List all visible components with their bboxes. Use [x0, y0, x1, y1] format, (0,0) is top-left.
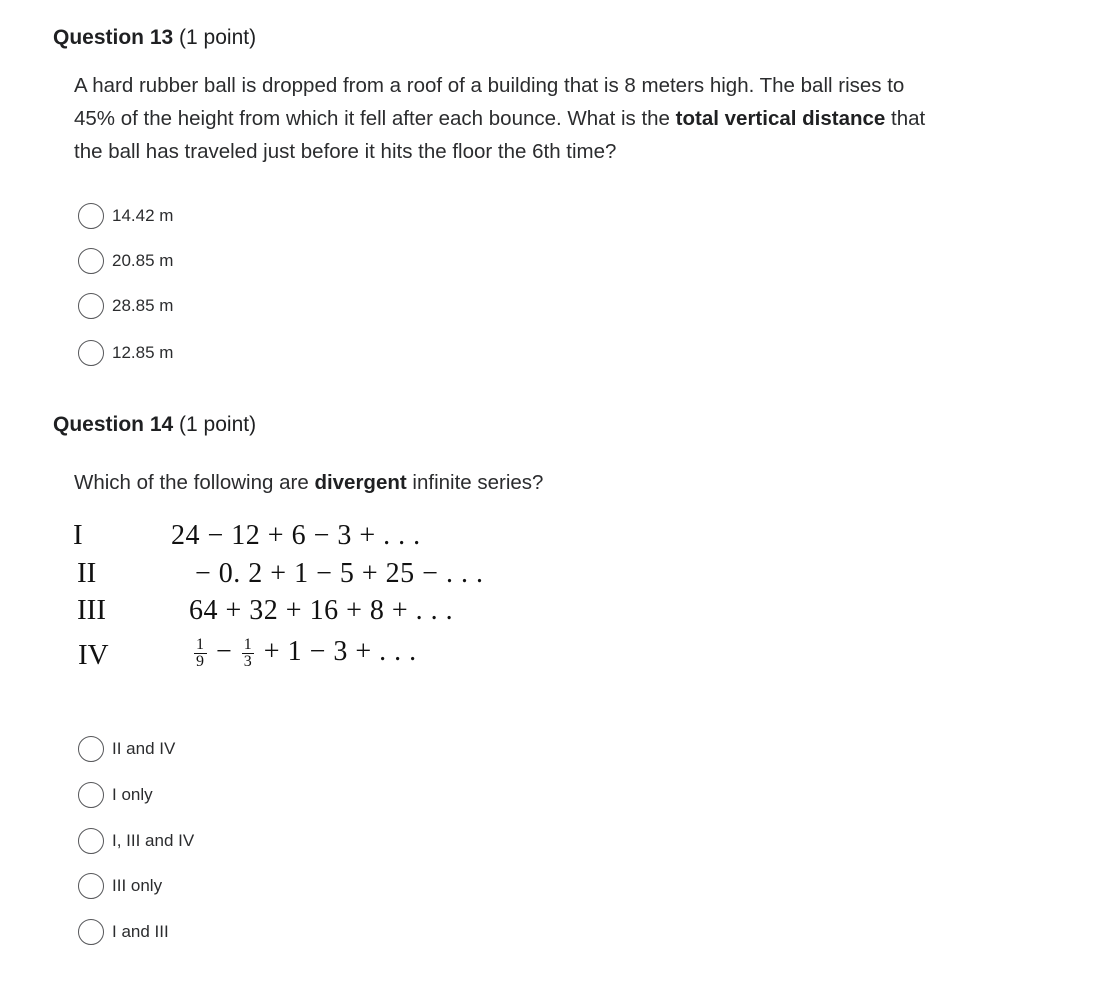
- series-numeral: III: [77, 594, 106, 626]
- q14-option-4[interactable]: [78, 872, 162, 900]
- q14-option-2[interactable]: [78, 781, 153, 809]
- series-expression: 24 − 12 + 6 − 3 + . . .: [171, 520, 421, 551]
- series-expression-rest: + 1 − 3 + . . .: [256, 636, 417, 667]
- question-text-part: A hard rubber ball is dropped from a roof of a building that is 8 meters high. The ball rises to 45% of the height from which it fell after each bounce. What is the: [74, 74, 905, 130]
- radio-button[interactable]: [78, 736, 104, 762]
- question-13-heading: [53, 25, 256, 51]
- option-label: II and IV: [112, 739, 176, 758]
- fraction-denominator: 3: [243, 653, 253, 671]
- radio-button[interactable]: [78, 873, 104, 899]
- question-13-text: [74, 69, 944, 168]
- fraction: [194, 637, 207, 670]
- option-label: I, III and IV: [112, 831, 195, 850]
- option-label: 28.85 m: [112, 296, 174, 315]
- question-text-part: that the ball has traveled just before it hits the floor the 6th time?: [74, 107, 926, 163]
- question-text-part: Which of the following are: [74, 471, 315, 494]
- radio-button[interactable]: [78, 782, 104, 808]
- q14-option-5[interactable]: [78, 918, 169, 946]
- series-expression: 64 + 32 + 16 + 8 + . . .: [189, 595, 454, 626]
- radio-button[interactable]: [78, 203, 104, 229]
- fraction-numerator: 1: [196, 636, 205, 654]
- question-14-text: [74, 466, 944, 499]
- question-text-bold: divergent: [314, 471, 407, 494]
- option-label: III only: [112, 876, 163, 895]
- question-text-part: infinite series?: [406, 471, 544, 494]
- fraction-denominator: 9: [196, 653, 205, 671]
- q13-option-3[interactable]: [78, 292, 173, 320]
- option-label: 20.85 m: [112, 251, 174, 270]
- option-label: 12.85 m: [112, 343, 174, 362]
- fraction: [242, 637, 255, 670]
- series-numeral: IV: [78, 639, 109, 671]
- series-expression: [192, 636, 417, 670]
- q14-option-3[interactable]: [78, 827, 194, 855]
- option-label: I only: [112, 785, 153, 804]
- series-numeral: I: [73, 519, 83, 551]
- q14-option-1[interactable]: [78, 735, 175, 763]
- radio-button[interactable]: [78, 293, 104, 319]
- q13-option-2[interactable]: [78, 247, 173, 275]
- question-14-heading: [53, 412, 256, 438]
- question-text-bold: total vertical distance: [675, 107, 886, 130]
- series-numeral: II: [77, 557, 97, 589]
- question-number: Question 13: [53, 26, 174, 49]
- radio-button[interactable]: [78, 828, 104, 854]
- radio-button[interactable]: [78, 248, 104, 274]
- operator: −: [208, 636, 240, 667]
- fraction-numerator: 1: [243, 636, 253, 654]
- question-points: (1 point): [179, 26, 257, 49]
- q13-option-1[interactable]: [78, 202, 173, 230]
- question-number: Question 14: [53, 413, 174, 436]
- q13-option-4[interactable]: [78, 339, 173, 367]
- radio-button[interactable]: [78, 919, 104, 945]
- series-expression: − 0. 2 + 1 − 5 + 25 − . . .: [195, 558, 484, 589]
- question-points: (1 point): [179, 413, 257, 436]
- option-label: 14.42 m: [112, 206, 174, 225]
- radio-button[interactable]: [78, 340, 104, 366]
- option-label: I and III: [112, 922, 169, 941]
